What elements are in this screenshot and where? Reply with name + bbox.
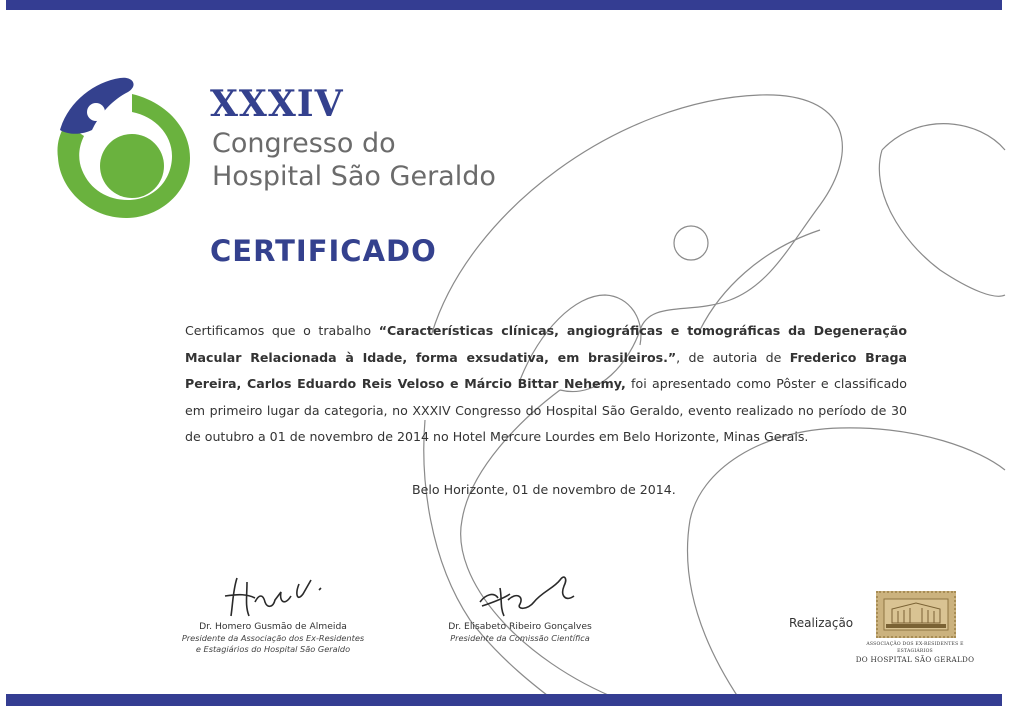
handwritten-signature: [450, 568, 590, 620]
association-seal-caption: [853, 641, 977, 664]
work-title: “Características clínicas, angiográficas e tomográficas da Degeneração Macular Relacionada à Idade, forma exsudativa, em brasileiros.”: [185, 323, 908, 365]
seal-caption-big: DO HOSPITAL SÃO GERALDO: [855, 655, 975, 664]
bottom-border-band: [6, 694, 1002, 706]
association-seal-image: [876, 591, 956, 638]
certificate-body: [185, 318, 907, 451]
handwritten-signature: [203, 572, 343, 620]
body-authorship: , de autoria de: [676, 349, 790, 365]
signatory-name: Dr. Elisabeto Ribeiro Gonçalves: [448, 621, 592, 632]
signature-block-scientific-commission: [420, 568, 620, 644]
authors: Frederico Braga Pereira, Carlos Eduardo Reis Veloso e Márcio Bittar Nehemy,: [185, 349, 907, 391]
signature-block-president: [168, 572, 378, 655]
congress-eye-logo: [54, 72, 200, 218]
seal-caption-small: ASSOCIAÇÃO DOS EX-RESIDENTES E ESTAGIÁRIOS: [866, 642, 964, 654]
signatory-role-line-1: Presidente da Associação dos Ex-Residentes: [181, 633, 365, 643]
signatory-name: Dr. Homero Gusmão de Almeida: [199, 621, 347, 632]
certificate-heading: CERTIFICADO: [210, 234, 437, 268]
body-details: foi apresentado como Pôster e classificado em primeiro lugar da categoria, no XXXIV Congresso do Hospital São Geraldo, evento realizado no período de 30 de outubro a 01 de novembro de 2014 no Hotel Mercure Lourdes em Belo Horizonte, Minas Gerais.: [185, 376, 907, 444]
signatory-role-line-2: e Estagiários do Hospital São Geraldo: [195, 644, 351, 654]
issue-date: Belo Horizonte, 01 de novembro de 2014.: [412, 482, 676, 497]
congress-name-line-1: Congresso do: [212, 128, 396, 159]
body-intro: Certificamos que o trabalho: [185, 323, 379, 338]
congress-name-line-2: Hospital São Geraldo: [212, 161, 496, 192]
signatory-role: Presidente da Comissão Científica: [450, 633, 590, 643]
organizer-label: Realização: [789, 616, 854, 630]
congress-edition: XXXIV: [210, 83, 344, 125]
